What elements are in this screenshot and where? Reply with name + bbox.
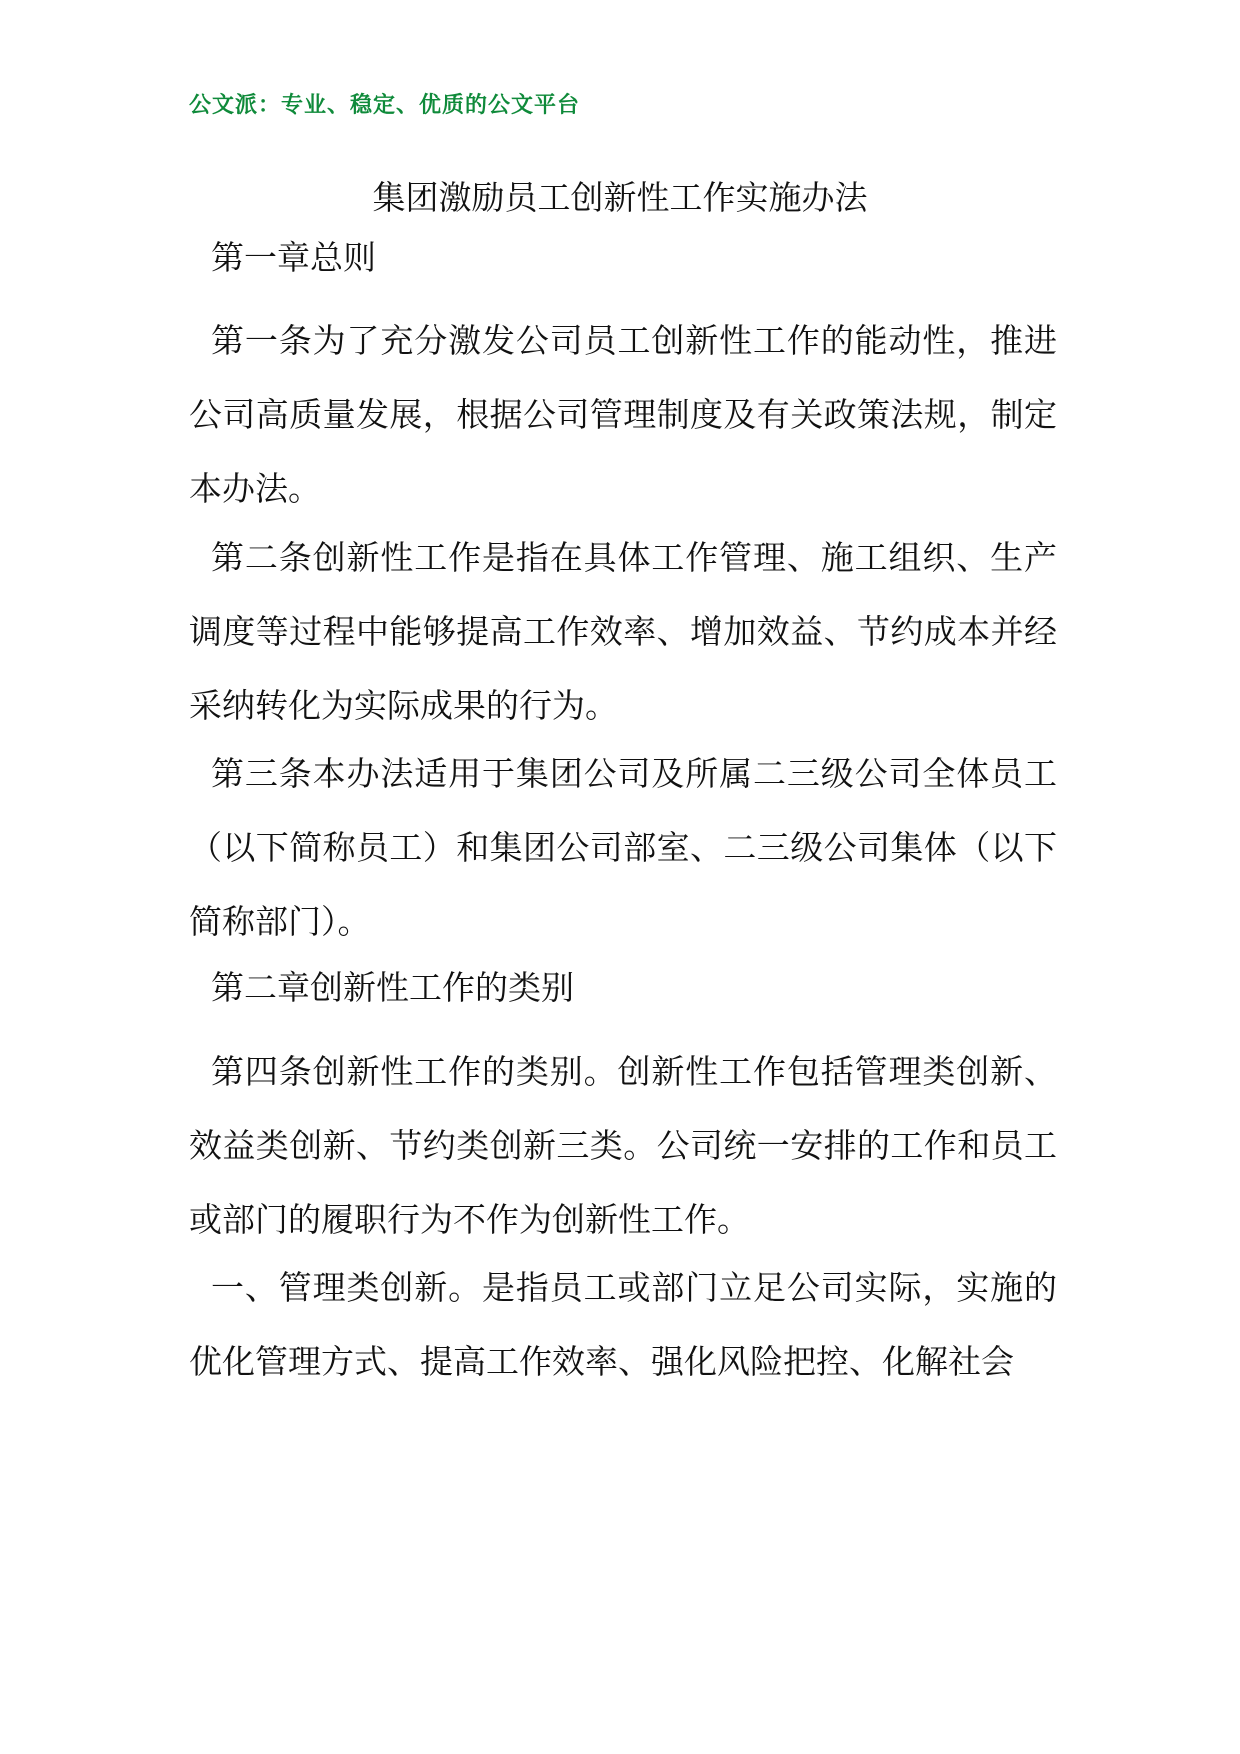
article-paragraph: 第一条为了充分激发公司员工创新性工作的能动性，推进公司高质量发展，根据公司管理制度及有关政策法规，制定本办法。 xyxy=(189,321,1057,508)
site-banner: 公文派：专业、稳定、优质的公文平台 xyxy=(189,92,581,118)
article-paragraph: 第二条创新性工作是指在具体工作管理、施工组织、生产调度等过程中能够提高工作效率、增加效益、节约成本并经采纳转化为实际成果的行为。 xyxy=(189,538,1057,725)
document-title: 集团激励员工创新性工作实施办法 xyxy=(372,178,868,217)
article-paragraph: 一、管理类创新。是指员工或部门立足公司实际，实施的优化管理方式、提高工作效率、强化风险把控、化解社会 xyxy=(189,1268,1057,1381)
chapter-heading: 第二章创新性工作的类别 xyxy=(211,968,574,1007)
article-paragraph: 第四条创新性工作的类别。创新性工作包括管理类创新、效益类创新、节约类创新三类。公司统一安排的工作和员工或部门的履职行为不作为创新性工作。 xyxy=(189,1052,1057,1239)
chapter-heading: 第一章总则 xyxy=(211,238,376,277)
article-paragraph: 第三条本办法适用于集团公司及所属二三级公司全体员工（以下简称员工）和集团公司部室、二三级公司集体（以下简称部门）。 xyxy=(189,754,1057,941)
